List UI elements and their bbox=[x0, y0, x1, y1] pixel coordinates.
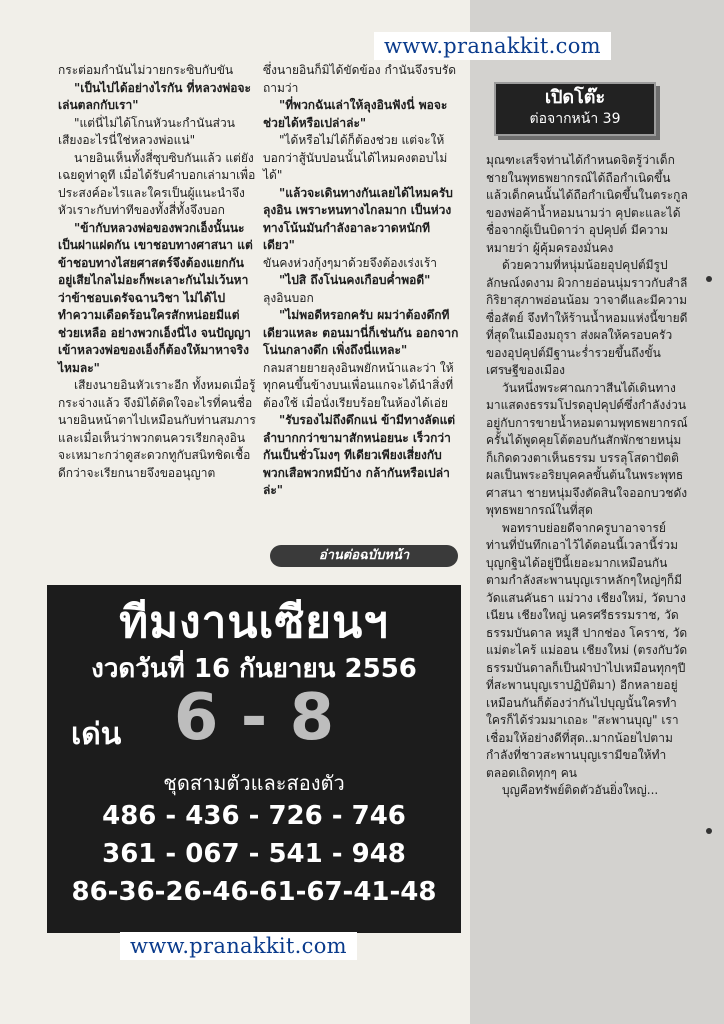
article-column-1 bbox=[58, 62, 258, 482]
ad-lead-row bbox=[47, 681, 461, 767]
watermark-bottom: www.pranakkit.com bbox=[120, 932, 357, 960]
paragraph: "แต่นี่ไม่ได้โกนหัวนะกำนันส่วนเสียงอะไรนี่ใช่หลวงพ่อแน่" bbox=[58, 115, 235, 147]
section-header-box bbox=[494, 82, 656, 136]
ad-lead-label: เด่น bbox=[71, 717, 122, 752]
paragraph: กลมสายยายลุงอินพยักหน้าและว่า ให้ทุกคนขึ้นข้างบนเพื่อนแกจะได้นำสิ่งที่ต้องใช้ เมื่อนั่งเรียบร้อยในห้องได้เอ่ย bbox=[263, 360, 454, 410]
ad-title: ทีมงานเซียนฯ bbox=[119, 597, 389, 648]
ad-draw-date: งวดวันที่ 16 กันยายน 2556 bbox=[91, 654, 417, 684]
ad-lead-numbers: 6 - 8 bbox=[173, 681, 335, 755]
paragraph: ขันคงห่วงกุ้งๆมาด้วยจึงต้องเร่งเร้า bbox=[263, 255, 438, 270]
ad-numbers-line-1: 486 - 436 - 726 - 746 bbox=[102, 801, 406, 831]
paragraph: กระต่อมกำนันไม่วายกระซิบกับขัน bbox=[58, 63, 234, 77]
paragraph: "ได้หรือไม่ได้ก็ต้องช่วย แต่จะให้บอกว่าสู้นับปอนนั้นได้ไหมคงตอบไม่ได้" bbox=[263, 133, 448, 182]
paragraph: พอทราบย่อยดีจากครูบาอาจารย์ท่านที่บันทึกเอาไว้ได้ตอนนี้เวลานี้ร่วมบุญกฐินได้อยู่ปีนี้เยอะมากเหมือนกันตามกำลังสะพานบุญเราหลักๆใหญ่ๆก็มีวัดแสนคันธา แม่วาง เชียงใหม่, วัดบางเนียน เชียงใหญ่ นครศรีธรรมราช, วัดธรรมบันดาล หมูสี ปากช่อง โคราช, วัดแม่ตะไคร้ แม่ออน เชียงใหม่ (ตรงกับวัดธรรมบันดาลก็เป็นฝ่าป่าไปเหมือนทุกๆปีที่สะพานบุญเราปฏิบัติมา) อีกหลายอยู่เหมือนกันก็ต้องว่ากันไปบุญนั้นใครทำใครก็ได้ร่วมมาเถอะ "สะพานบุญ" เราเชื่อมให้อย่างดีที่สุด..มากน้อยไปตามกำลังที่ชาวสะพานบุญเรามีขอให้ทำตลอดเถิดทุกๆ คน bbox=[486, 520, 688, 780]
paragraph: "รับรองไม่ถึงดึกแน่ ข้ามีทางลัดแต่ลำบากกว่าขามาสักหน่อยนะ เร็วกว่ากันเป็นชั่วโมงๆ ทีเดียวเพียงเสี่ยงกับพวกเสือพวกหมีบ้าง กล้ากันหรือเปล่าล่ะ" bbox=[263, 413, 456, 497]
ad-numbers-line-3: 86-36-26-46-61-67-41-48 bbox=[71, 877, 437, 907]
paragraph: นายอินเห็นทั้งสี่ซุบซิบกันแล้ว แต่ยังเฉยดูท่าดูที เมื่อได้รับคำบอกเล่ามาเพื่อประสงค์อะไรและใครเป็นผู้แนะนำจึงหัวเราะกับท่าทีของทั้งสี่ทั้งจึงบอก bbox=[58, 150, 256, 217]
lottery-ad-box bbox=[47, 585, 461, 933]
watermark-top: www.pranakkit.com bbox=[374, 32, 611, 60]
paragraph: ลุงอินบอก bbox=[263, 290, 314, 305]
paragraph: ซึ่งนายอินก็มิได้ขัดข้อง กำนันจึงรบรัดถามว่า bbox=[263, 63, 457, 95]
article-column-2 bbox=[263, 62, 461, 500]
section-continued-from: ต่อจากหน้า 39 bbox=[529, 111, 621, 127]
ad-subtitle: ชุดสามตัวและสองตัว bbox=[163, 771, 345, 795]
paragraph: ด้วยความที่หนุ่มน้อยอุปคุปต์มีรูปลักษณ์งดงาม ผิวกายอ่อนนุ่มราวกับสำลีกิริยาสุภาพอ่อนน้อม วาจาดีและมีความซื่อสัตย์ จึงทำให้ร้านน้ำหอมแห่งนี้ขายดีที่สุดในเมืองมถุรา ส่งผลให้ครอบครัวของอุปคุปต์มีฐานะร่ำรวยขึ้นถึงขั้นเศรษฐีของเมือง bbox=[486, 258, 688, 377]
read-more-banner: อ่านต่อฉบับหน้า bbox=[270, 545, 458, 567]
scan-speck bbox=[706, 276, 712, 282]
paragraph: "ที่พวกฉันเล่าให้ลุงอินฟังนี่ พอจะช่วยได้หรือเปล่าล่ะ" bbox=[263, 98, 448, 130]
ad-numbers-line-2: 361 - 067 - 541 - 948 bbox=[102, 839, 406, 869]
paragraph: "แล้วจะเดินทางกันเลยได้ไหมครับลุงอิน เพราะหนทางไกลมาก เป็นห่วงทางโน้นมันกำลังอาละวาดหนักทีเดียว" bbox=[263, 185, 453, 252]
article-column-3 bbox=[486, 152, 688, 800]
paragraph: "ไปสิ ถึงโน่นคงเกือบค่ำพอดี" bbox=[279, 273, 431, 287]
paragraph: วันหนึ่งพระศาณกวาสีนได้เดินทางมาแสดงธรรมโปรดอุปคุปต์ซึ่งกำลังง่วนอยู่กับการขายน้ำหอมตามพุทธพยากรณ์ ครั้นได้พูดคุยโต้ตอบกันสักพักชายหนุ่มก็เกิดดวงตาเห็นธรรม บรรลุโสดาปัตติผลเป็นพระอริยบุคคลขั้นต้นในพระพุทธศาสนา ชายหนุ่มจึงตัดสินใจออกบวชดังพุทธพยากรณ์ในที่สุด bbox=[486, 380, 688, 517]
paragraph: "ข้ากับหลวงพ่อของพวกเอ็งนั้นนะเป็นฝาแฝดกัน เขาชอบทางศาสนา แต่ข้าชอบทางไสยศาสตร์จึงต้องแยกกันอยู่เสียไกลไม่อะก็พะเลาะกันไม่เว้นหาว่าข้าชอบเดรัจฉานวิชา ไม่ได้ไปทำความเดือดร้อนใครสักหน่อยมีแต่ช่วยเหลือ อย่างพวกเอ็งนี่ไง จนปัญญาเข้าหลวงพ่อของเอ็งก็ต้องให้มาหาจริงไหมละ" bbox=[58, 220, 253, 375]
paragraph: เสียงนายอินหัวเราะอีก ทั้งหมดเมื่อรู้กระจ่างแล้ว จึงมิได้ติดใจอะไรที่คนชื่อนายอินหน้าตาไปเหมือนกับท่านสมภารและเมื่อเห็นว่าพวกตนควรเรียกลุงอินจะเหมาะกว่าดูสะดวกทูกับสนิทชิดเชื้อดีกว่าจะเรียกนายจึงขออนุญาต bbox=[58, 378, 256, 480]
scan-speck bbox=[706, 828, 712, 834]
section-title: เปิดโต๊ะ bbox=[544, 87, 606, 108]
paragraph: มุณฑะเสร็จท่านได้กำหนดจิตรู้ว่าเด็กชายในพุทธพยากรณ์ได้ถือกำเนิดขึ้นแล้วเด็กคนนั้นได้ถือกำเนิดขึ้นในตระกูลของพ่อค้าน้ำหอมนามว่า คุปตะและได้ชื่อจากผู้เป็นบิดาว่า อุปคุปต์ มีความหมายว่า ผู้คุ้มครองมั่นคง bbox=[486, 153, 688, 255]
paragraph: "เป็นไปได้อย่างไรกัน ที่หลวงพ่อจะเล่นตลกกับเรา" bbox=[58, 80, 251, 112]
paragraph: บุญคือทรัพย์ติดตัวอันยิ่งใหญ่... bbox=[502, 783, 659, 797]
paragraph: "ไม่พอดีหรอกครับ ผมว่าต้องดึกทีเดียวแหละ ตอนมานี่ก็เช่นกัน ออกจากโน่นกลางดึก เพิ่งถึงนี่แหละ" bbox=[263, 308, 459, 357]
